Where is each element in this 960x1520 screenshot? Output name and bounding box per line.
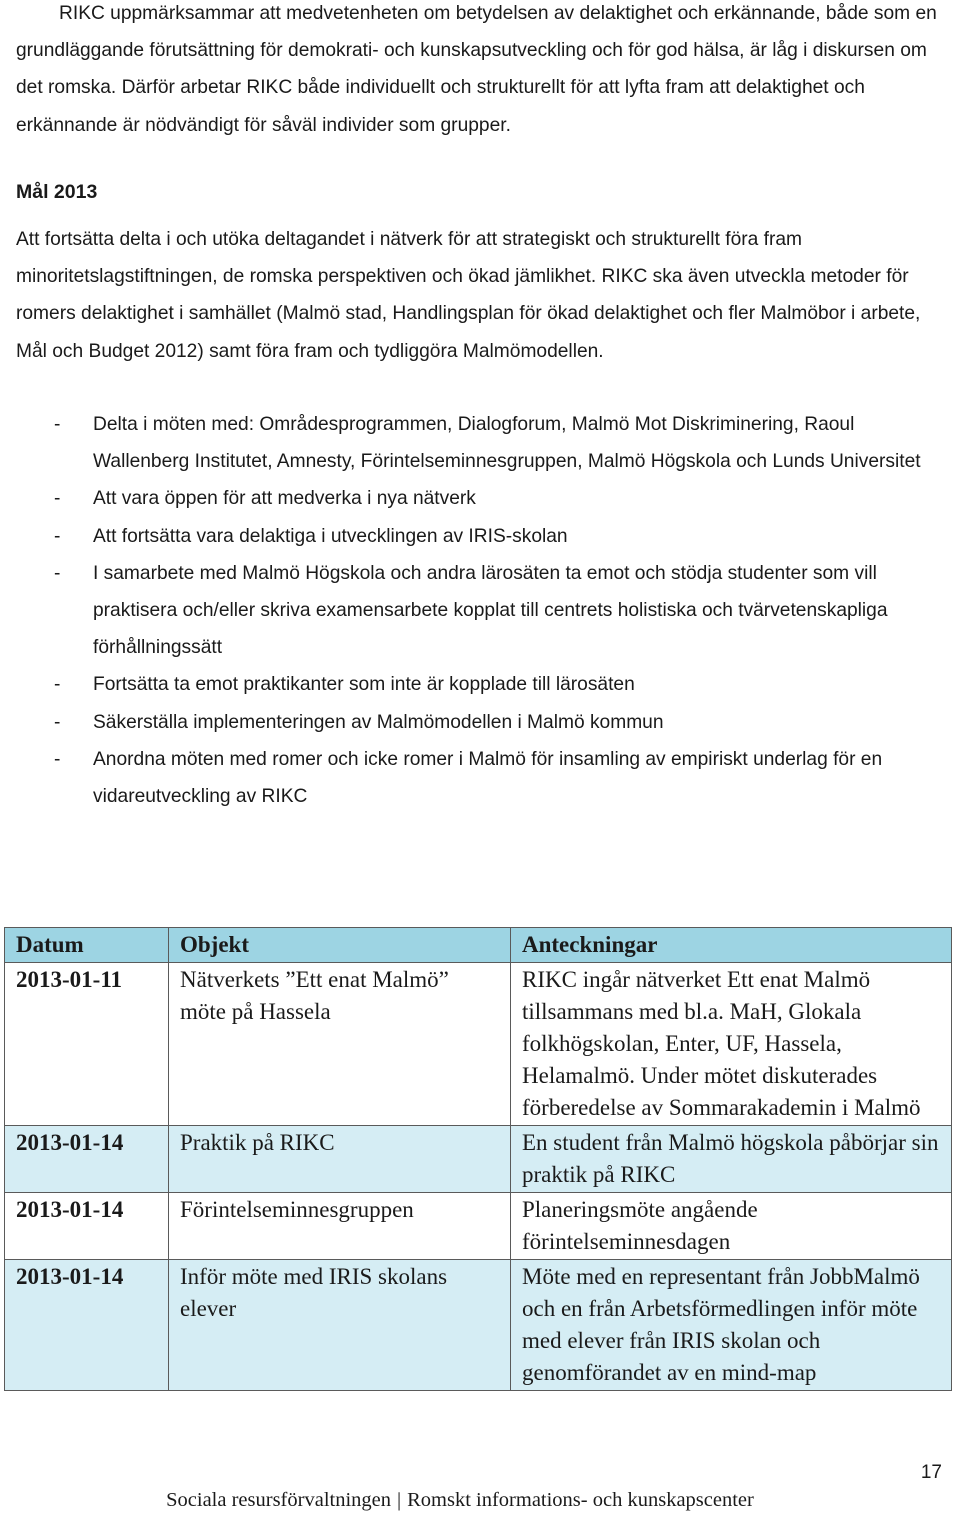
bullet-dash: -: [54, 674, 61, 696]
bullet-dash: -: [54, 414, 61, 435]
bullet-dash: -: [54, 525, 61, 547]
intro-first-line: RIKC uppmärksammar att medvetenheten om betydelsen av delaktighet och erkännande,: [59, 3, 821, 24]
row-date: 2013-01-14: [5, 1126, 169, 1193]
bullet-dash: -: [54, 488, 61, 510]
footer-organization: Sociala resursförvaltningen: [166, 1489, 391, 1511]
page-footer: [0, 1489, 920, 1512]
row-object: Praktik på RIKC: [169, 1126, 511, 1193]
table-row: [5, 963, 952, 1126]
bullet-text: Delta i möten med: Områdesprogrammen, Dialogforum, Malmö Mot Diskriminering, Raoul Wallenberg Institutet, Amnesty, Förintelseminnesgruppen, Malmö Högskola och Lunds Universitet: [93, 414, 921, 473]
goal-paragraph: Att fortsätta delta i och utöka deltagandet i nätverk för att strategiskt och strukturellt föra fram minoritetslagstiftningen, de romska perspektiven och ökad jämlikhet. RIKC ska även utveckla metoder för romers delaktighet i samhället (Malmö stad, Handlingsplan för ökad delaktighet och fler Malmöbor i arbete, Mål och Budget 2012) samt föra fram och tydliggöra Malmömodellen.: [16, 229, 921, 362]
bullet-text: Att fortsätta vara delaktiga i utvecklingen av IRIS-skolan: [93, 525, 568, 547]
row-notes: Möte med en representant från JobbMalmö och en från Arbetsförmedlingen inför möte med elever från IRIS skolan och genomförandet av en mind-map: [511, 1260, 952, 1391]
row-object: Inför möte med IRIS skolans elever: [169, 1260, 511, 1391]
table-row: [5, 1193, 952, 1260]
row-notes: En student från Malmö högskola påbörjar sin praktik på RIKC: [511, 1126, 952, 1193]
footer-department: Romskt informations- och kunskapscenter: [407, 1489, 754, 1511]
bullet-dash: -: [54, 562, 61, 584]
bullet-text: I samarbete med Malmö Högskola och andra lärosäten ta emot och stödja studenter som vill praktisera och/eller skriva examensarbete kopplat till centrets holistiska och tvärvetenskapliga förhållningssätt: [93, 562, 888, 659]
row-notes: Planeringsmöte angående förintelseminnesdagen: [511, 1193, 952, 1260]
table-header-row: [5, 928, 952, 963]
list-item: [0, 666, 943, 703]
list-item: [0, 480, 943, 517]
goal-bullet-list: [0, 406, 950, 815]
bullet-text: Anordna möten med romer och icke romer i Malmö för insamling av empiriskt underlag för en vidareutveckling av RIKC: [93, 748, 883, 808]
row-object: Nätverkets ”Ett enat Malmö” möte på Hassela: [169, 963, 511, 1126]
header-notes: Anteckningar: [511, 928, 952, 963]
list-item: [0, 518, 943, 555]
intro-rest: både som en grundläggande förutsättning för demokrati- och kunskapsutveckling och för god hälsa, är låg i diskursen om det romska. Därför arbetar RIKC både individuellt och strukturellt för att lyfta fram att delaktighet och erkännande är nödvändigt för såväl individer som grupper.: [16, 3, 937, 136]
row-date: 2013-01-11: [5, 963, 169, 1126]
list-item: [0, 406, 943, 480]
table-row: [5, 1126, 952, 1193]
page-number: 17: [920, 1462, 942, 1483]
list-item: [0, 741, 943, 815]
row-notes: RIKC ingår nätverket Ett enat Malmö tillsammans med bl.a. MaH, Glokala folkhögskolan, Enter, UF, Hassela, Helamalmö. Under mötet diskuterades förberedelse av Sommarakademin i Malmö: [511, 963, 952, 1126]
bullet-dash: -: [54, 748, 61, 770]
row-object: Förintelseminnesgruppen: [169, 1193, 511, 1260]
footer-separator: |: [397, 1489, 402, 1511]
list-item: [0, 704, 943, 741]
table-row: [5, 1260, 952, 1391]
header-object: Objekt: [169, 928, 511, 963]
bullet-dash: -: [54, 711, 61, 733]
bullet-text: Fortsätta ta emot praktikanter som inte är kopplade till lärosäten: [93, 674, 635, 696]
row-date: 2013-01-14: [5, 1260, 169, 1391]
header-date: Datum: [5, 928, 169, 963]
row-date: 2013-01-14: [5, 1193, 169, 1260]
activity-log-table: [4, 927, 952, 1391]
bullet-text: Säkerställa implementeringen av Malmömodellen i Malmö kommun: [93, 711, 664, 733]
goal-heading: Mål 2013: [16, 181, 98, 203]
list-item: [0, 555, 943, 667]
bullet-text: Att vara öppen för att medverka i nya nätverk: [93, 488, 476, 510]
intro-paragraph: [16, 0, 946, 144]
